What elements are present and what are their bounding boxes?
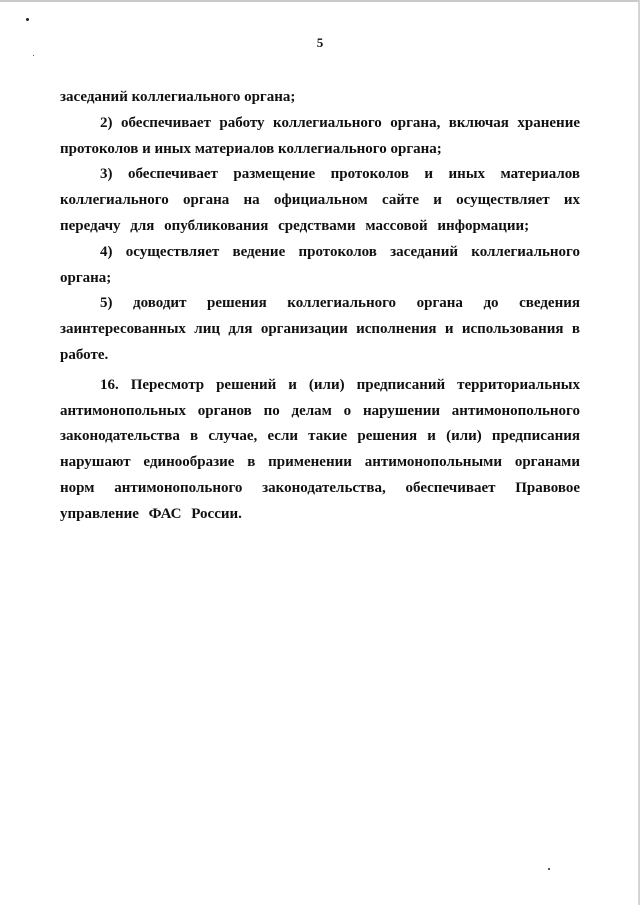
list-item-4: 4) осуществляет ведение протоколов заседаний коллегиального органа; [60,243,580,286]
paragraph-continuation: заседаний коллегиального органа; [60,89,296,105]
list-item-3: 3) обеспечивает размещение протоколов и иных материалов коллегиального органа на официальном сайте и осуществляет их передачу для опубликования средствами массовой информации; [60,166,580,234]
scan-speck [26,18,29,21]
clause-16: 16. Пересмотр решений и (или) предписаний территориальных антимонопольных органов по делам о нарушении антимонопольного законодательства в случае, если такие решения и (или) предписания нарушают единообразие в применении антимонопольными органами норм антимонопольного законодательства, обеспечивает Правовое управление ФАС России. [60,376,580,522]
list-item-2: 2) обеспечивает работу коллегиального органа, включая хранение протоколов и иных материалов коллегиального органа; [60,114,580,157]
page-top-edge [0,0,640,2]
list-item-5: 5) доводит решения коллегиального органа до сведения заинтересованных лиц для организации исполнения и использования в работе. [60,295,580,363]
document-body [60,85,580,528]
page-number: 5 [316,35,324,50]
scan-speck [548,868,550,870]
scan-speck [33,55,34,56]
